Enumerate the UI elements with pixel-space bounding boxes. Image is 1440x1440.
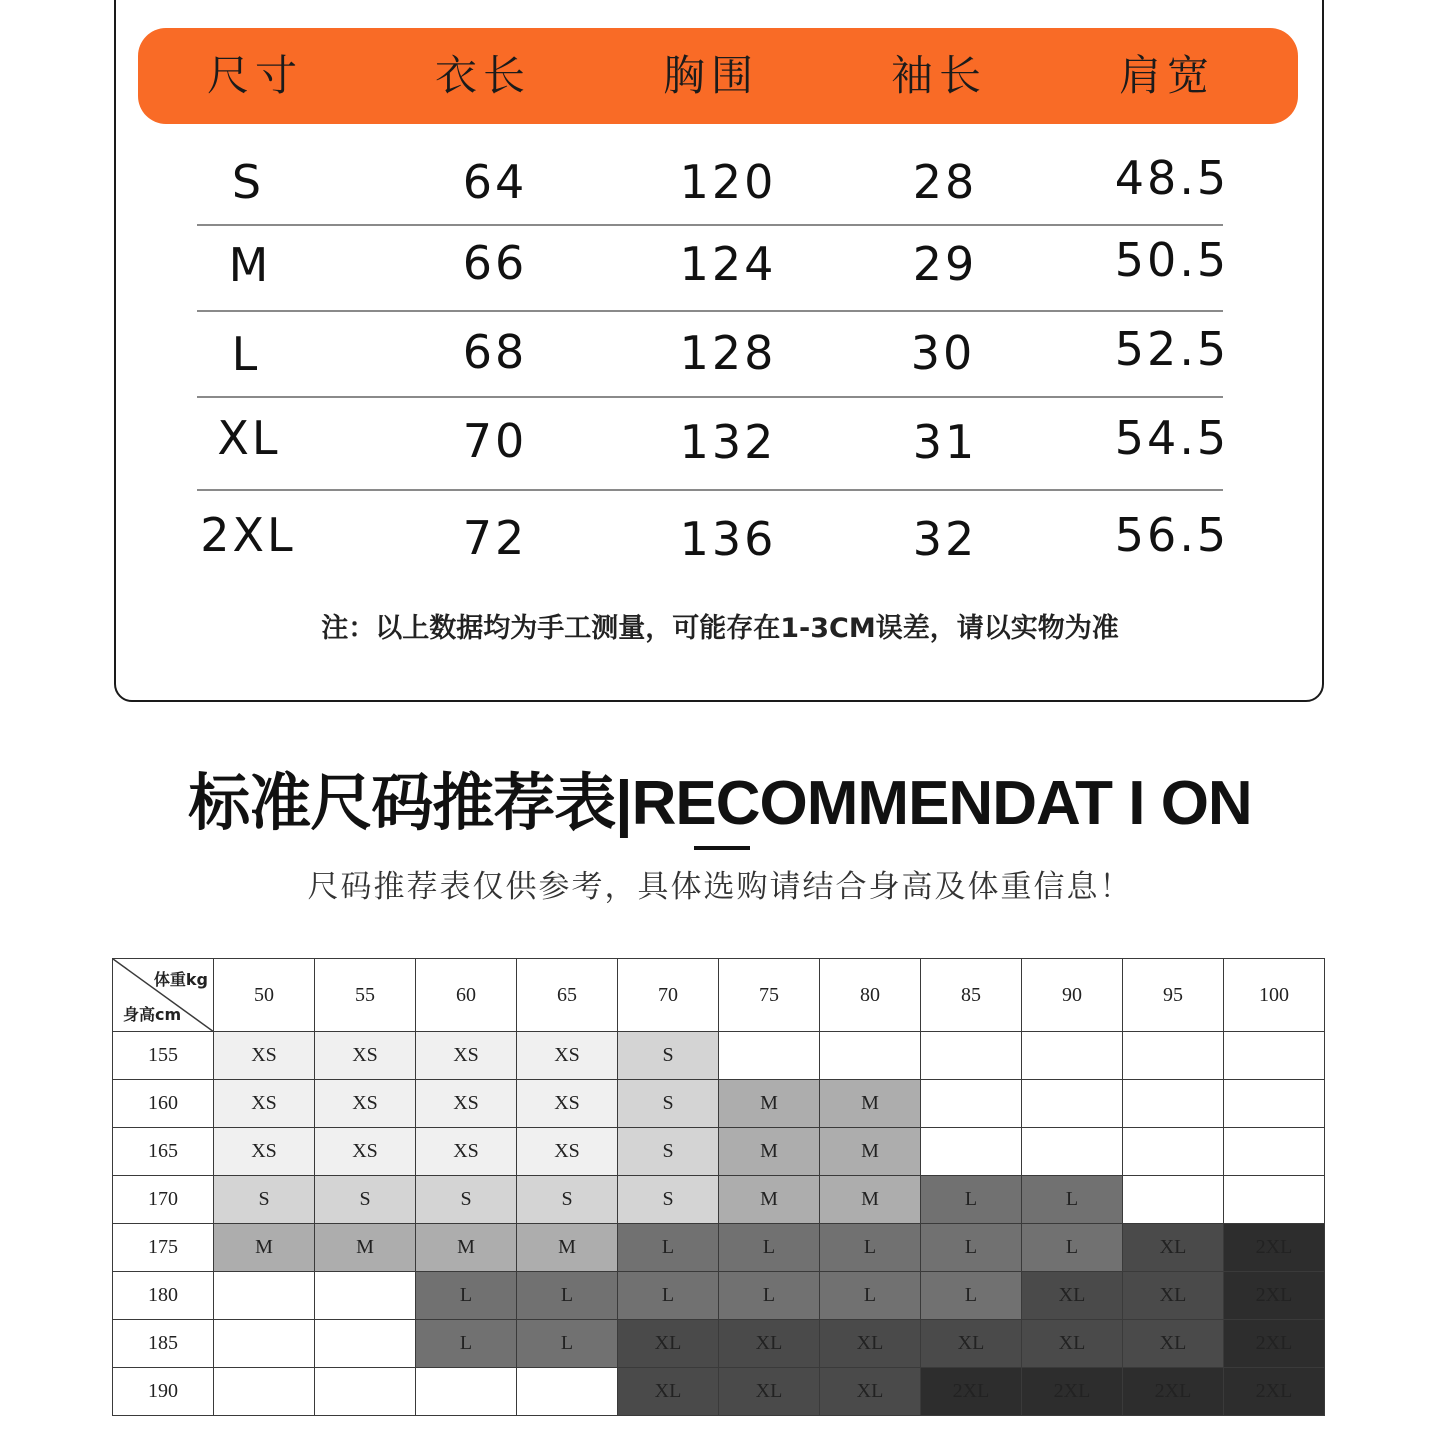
- recommendation-grid: [112, 958, 1325, 1416]
- size-recommendation-cell: XS: [517, 1128, 618, 1176]
- sleeve-cell: 30: [910, 326, 976, 380]
- shoulder-cell: 52.5: [1114, 322, 1230, 376]
- size-recommendation-cell: L: [921, 1224, 1022, 1272]
- size-recommendation-cell: 2XL: [1022, 1368, 1123, 1416]
- length-cell: 66: [462, 236, 528, 290]
- height-cell: 165: [113, 1128, 214, 1176]
- height-cell: 185: [113, 1320, 214, 1368]
- size-recommendation-cell: [1123, 1032, 1224, 1080]
- weight-axis-label: 体重kg: [153, 970, 208, 989]
- shoulder-cell: 54.5: [1114, 411, 1230, 465]
- height-axis-label: 身高cm: [123, 1005, 182, 1024]
- size-recommendation-cell: L: [1022, 1224, 1123, 1272]
- size-recommendation-cell: [315, 1368, 416, 1416]
- sleeve-cell: 31: [912, 415, 978, 469]
- size-recommendation-cell: XL: [1022, 1320, 1123, 1368]
- size-recommendation-cell: [1022, 1128, 1123, 1176]
- weight-header-cell: 50: [214, 959, 315, 1032]
- size-recommendation-cell: XS: [517, 1080, 618, 1128]
- size-recommendation-cell: L: [618, 1272, 719, 1320]
- size-recommendation-cell: XS: [315, 1080, 416, 1128]
- size-recommendation-cell: [1123, 1128, 1224, 1176]
- chest-cell: 136: [679, 512, 777, 566]
- size-recommendation-cell: 2XL: [1224, 1320, 1325, 1368]
- weight-header-cell: 70: [618, 959, 719, 1032]
- size-recommendation-cell: [214, 1368, 315, 1416]
- chest-cell: 132: [679, 415, 777, 469]
- height-cell: 175: [113, 1224, 214, 1272]
- recommendation-title: 标准尺码推荐表|RECOMMENDAT I ON: [188, 769, 1252, 838]
- header-sleeve: 袖长: [890, 51, 987, 100]
- size-recommendation-cell: S: [214, 1176, 315, 1224]
- grid-row: [113, 1080, 1325, 1128]
- size-recommendation-cell: [1224, 1128, 1325, 1176]
- size-recommendation-cell: [1022, 1080, 1123, 1128]
- grid-row: [113, 1320, 1325, 1368]
- grid-row: [113, 1128, 1325, 1176]
- size-recommendation-cell: L: [820, 1224, 921, 1272]
- size-recommendation-cell: XS: [416, 1128, 517, 1176]
- size-recommendation-cell: XL: [820, 1320, 921, 1368]
- size-recommendation-cell: L: [517, 1272, 618, 1320]
- size-recommendation-cell: XL: [820, 1368, 921, 1416]
- sleeve-cell: 29: [912, 237, 978, 291]
- title-underline: [694, 846, 750, 850]
- size-recommendation-cell: [517, 1368, 618, 1416]
- size-recommendation-cell: 2XL: [921, 1368, 1022, 1416]
- size-recommendation-cell: M: [416, 1224, 517, 1272]
- size-recommendation-cell: M: [719, 1176, 820, 1224]
- size-recommendation-cell: L: [416, 1320, 517, 1368]
- weight-header-cell: 95: [1123, 959, 1224, 1032]
- size-cell: XL: [217, 411, 281, 465]
- size-recommendation-cell: M: [719, 1128, 820, 1176]
- size-cell: M: [228, 238, 272, 292]
- size-recommendation-cell: S: [618, 1080, 719, 1128]
- size-recommendation-cell: [214, 1320, 315, 1368]
- size-recommendation-cell: XS: [315, 1032, 416, 1080]
- size-recommendation-cell: M: [214, 1224, 315, 1272]
- size-cell: L: [231, 327, 261, 381]
- size-recommendation-cell: [315, 1272, 416, 1320]
- size-recommendation-cell: 2XL: [1224, 1272, 1325, 1320]
- shoulder-cell: 48.5: [1114, 151, 1230, 205]
- size-recommendation-cell: S: [618, 1128, 719, 1176]
- size-recommendation-cell: 2XL: [1123, 1368, 1224, 1416]
- size-recommendation-cell: L: [719, 1272, 820, 1320]
- size-recommendation-cell: XL: [1123, 1320, 1224, 1368]
- shoulder-cell: 50.5: [1114, 233, 1230, 287]
- sleeve-cell: 32: [912, 512, 978, 566]
- size-recommendation-cell: XS: [214, 1128, 315, 1176]
- size-recommendation-cell: XL: [719, 1320, 820, 1368]
- weight-header-cell: 85: [921, 959, 1022, 1032]
- size-recommendation-cell: XS: [214, 1080, 315, 1128]
- size-recommendation-cell: [1224, 1032, 1325, 1080]
- length-cell: 70: [462, 414, 528, 468]
- row-divider: [197, 224, 1223, 226]
- size-recommendation-cell: M: [719, 1080, 820, 1128]
- size-recommendation-cell: XL: [1022, 1272, 1123, 1320]
- grid-row: [113, 1176, 1325, 1224]
- size-recommendation-cell: L: [719, 1224, 820, 1272]
- header-length: 衣长: [434, 51, 531, 100]
- length-cell: 68: [462, 325, 528, 379]
- size-recommendation-cell: XL: [1123, 1272, 1224, 1320]
- size-recommendation-cell: L: [416, 1272, 517, 1320]
- height-cell: 155: [113, 1032, 214, 1080]
- row-divider: [197, 396, 1223, 398]
- size-recommendation-cell: M: [820, 1080, 921, 1128]
- length-cell: 72: [462, 511, 528, 565]
- size-recommendation-cell: 2XL: [1224, 1224, 1325, 1272]
- size-recommendation-cell: XS: [517, 1032, 618, 1080]
- row-divider: [197, 489, 1223, 491]
- row-divider: [197, 310, 1223, 312]
- chest-cell: 124: [679, 237, 777, 291]
- grid-row: [113, 1032, 1325, 1080]
- measurement-note: 注：以上数据均为手工测量，可能存在1-3CM误差，请以实物为准: [321, 613, 1119, 644]
- size-recommendation-cell: S: [416, 1176, 517, 1224]
- size-recommendation-cell: S: [618, 1176, 719, 1224]
- size-recommendation-cell: XL: [618, 1368, 719, 1416]
- size-recommendation-cell: L: [921, 1176, 1022, 1224]
- size-recommendation-cell: [1123, 1176, 1224, 1224]
- chest-cell: 128: [679, 326, 777, 380]
- size-recommendation-cell: XL: [1123, 1224, 1224, 1272]
- weight-header-cell: 60: [416, 959, 517, 1032]
- size-recommendation-cell: S: [517, 1176, 618, 1224]
- size-recommendation-cell: [1224, 1176, 1325, 1224]
- size-recommendation-cell: [416, 1368, 517, 1416]
- size-recommendation-cell: XL: [921, 1320, 1022, 1368]
- weight-header-cell: 55: [315, 959, 416, 1032]
- weight-header-cell: 65: [517, 959, 618, 1032]
- grid-row: [113, 1368, 1325, 1416]
- header-chest: 胸围: [662, 51, 759, 100]
- weight-header-cell: 100: [1224, 959, 1325, 1032]
- size-recommendation-cell: XS: [416, 1032, 517, 1080]
- sleeve-cell: 28: [912, 155, 978, 209]
- size-recommendation-cell: L: [1022, 1176, 1123, 1224]
- length-cell: 64: [462, 155, 528, 209]
- size-recommendation-cell: L: [618, 1224, 719, 1272]
- weight-header-cell: 90: [1022, 959, 1123, 1032]
- size-recommendation-cell: S: [315, 1176, 416, 1224]
- size-recommendation-cell: S: [618, 1032, 719, 1080]
- size-recommendation-cell: M: [315, 1224, 416, 1272]
- size-cell: S: [231, 155, 265, 209]
- grid-row: [113, 1224, 1325, 1272]
- size-recommendation-cell: [820, 1032, 921, 1080]
- size-recommendation-cell: 2XL: [1224, 1368, 1325, 1416]
- size-recommendation-cell: L: [921, 1272, 1022, 1320]
- size-recommendation-cell: [921, 1032, 1022, 1080]
- height-cell: 160: [113, 1080, 214, 1128]
- size-recommendation-cell: [719, 1032, 820, 1080]
- size-recommendation-cell: M: [517, 1224, 618, 1272]
- size-recommendation-cell: [1224, 1080, 1325, 1128]
- chest-cell: 120: [679, 155, 777, 209]
- size-recommendation-cell: XS: [214, 1032, 315, 1080]
- weight-header-cell: 75: [719, 959, 820, 1032]
- shoulder-cell: 56.5: [1114, 508, 1230, 562]
- size-recommendation-cell: XL: [719, 1368, 820, 1416]
- size-cell: 2XL: [200, 508, 296, 562]
- size-recommendation-cell: XS: [416, 1080, 517, 1128]
- weight-header-cell: 80: [820, 959, 921, 1032]
- header-size: 尺寸: [206, 51, 303, 100]
- size-recommendation-cell: [921, 1128, 1022, 1176]
- size-recommendation-cell: [214, 1272, 315, 1320]
- size-recommendation-cell: M: [820, 1128, 921, 1176]
- recommendation-subtitle: 尺码推荐表仅供参考，具体选购请结合身高及体重信息！: [307, 869, 1133, 905]
- grid-corner-cell: [113, 959, 214, 1032]
- size-recommendation-cell: [1123, 1080, 1224, 1128]
- size-recommendation-cell: XL: [618, 1320, 719, 1368]
- height-cell: 190: [113, 1368, 214, 1416]
- size-recommendation-cell: [315, 1320, 416, 1368]
- size-recommendation-cell: [921, 1080, 1022, 1128]
- grid-header-row: [113, 959, 1325, 1032]
- size-recommendation-cell: XS: [315, 1128, 416, 1176]
- grid-body: [113, 1032, 1325, 1416]
- header-shoulder: 肩宽: [1118, 51, 1215, 100]
- size-recommendation-cell: M: [820, 1176, 921, 1224]
- size-recommendation-cell: L: [517, 1320, 618, 1368]
- size-recommendation-cell: [1022, 1032, 1123, 1080]
- height-cell: 180: [113, 1272, 214, 1320]
- height-cell: 170: [113, 1176, 214, 1224]
- grid-row: [113, 1272, 1325, 1320]
- size-recommendation-cell: L: [820, 1272, 921, 1320]
